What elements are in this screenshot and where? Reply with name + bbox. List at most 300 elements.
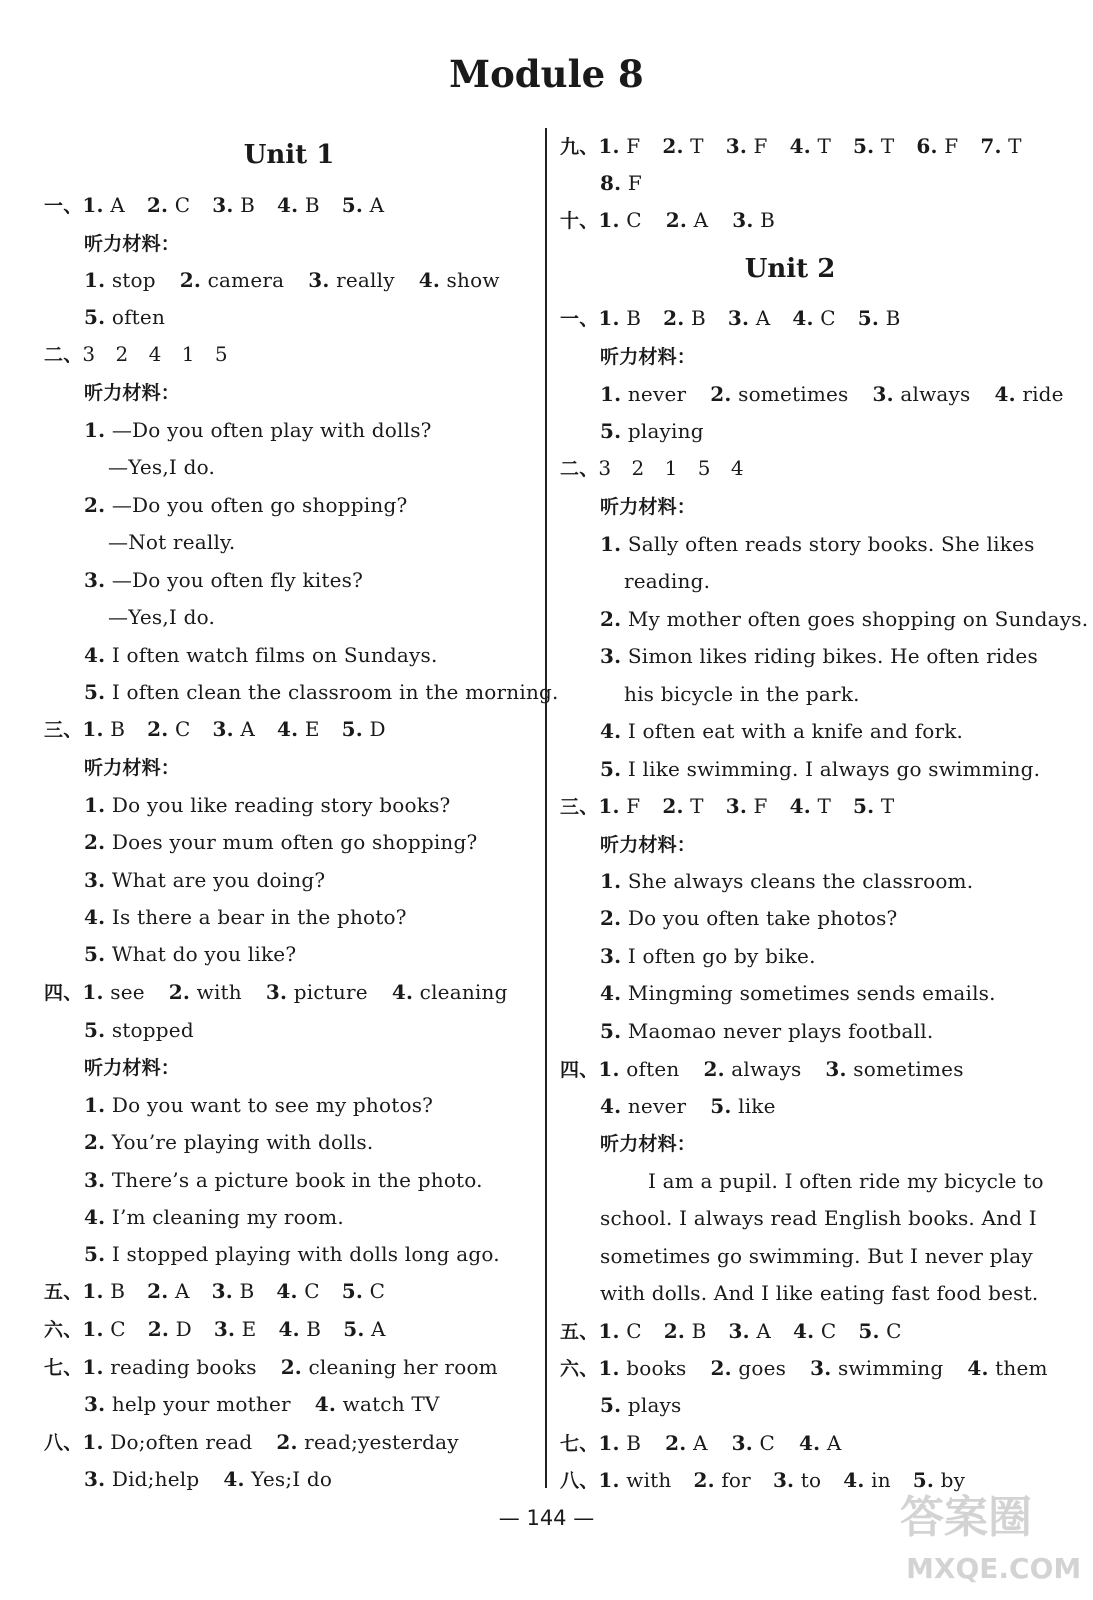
item-number: 5. bbox=[853, 134, 875, 158]
answer-item bbox=[308, 268, 394, 292]
item-number: 3. bbox=[725, 134, 747, 158]
answer-item bbox=[84, 830, 477, 854]
answer-item bbox=[147, 193, 190, 217]
item-answer: Do;often read bbox=[103, 1430, 253, 1454]
item-answer: I’m cleaning my room. bbox=[105, 1205, 344, 1229]
answer-line bbox=[600, 1393, 682, 1417]
item-answer: T bbox=[810, 794, 832, 818]
answer-item bbox=[84, 1130, 373, 1154]
item-number: 2. bbox=[600, 607, 622, 631]
answer-line bbox=[84, 418, 432, 442]
answer-line bbox=[84, 1018, 194, 1042]
answer-item bbox=[600, 869, 973, 893]
item-answer: She always cleans the classroom. bbox=[621, 869, 974, 893]
answer-item bbox=[223, 1467, 332, 1491]
answer-item bbox=[84, 680, 559, 704]
line-text: his bicycle in the park. bbox=[624, 682, 860, 706]
item-number: 1. bbox=[600, 869, 622, 893]
page-title: Module 8 bbox=[449, 52, 644, 96]
answer-line bbox=[600, 944, 816, 968]
item-answer: A bbox=[363, 193, 385, 217]
answer-item bbox=[703, 1057, 801, 1081]
item-number: 1. bbox=[598, 1468, 620, 1492]
answer-line bbox=[84, 793, 450, 817]
answer-item bbox=[82, 1317, 125, 1341]
answer-line bbox=[600, 171, 642, 195]
item-number: 5. bbox=[341, 1279, 364, 1303]
listening-heading: 听力材料： bbox=[84, 233, 181, 255]
item-answer: C bbox=[752, 1431, 775, 1455]
item-number: 2. bbox=[662, 794, 684, 818]
watermark-logo bbox=[892, 1470, 1082, 1590]
section-number: 四、 bbox=[44, 982, 83, 1004]
item-number: 4. bbox=[967, 1356, 989, 1380]
item-number: 5. bbox=[600, 419, 622, 443]
answer-line bbox=[84, 942, 296, 966]
answer-line bbox=[600, 906, 897, 930]
item-number: 4. bbox=[600, 1094, 622, 1118]
item-answer: often bbox=[619, 1057, 680, 1081]
item-answer: A bbox=[749, 306, 771, 330]
item-answer: I often watch films on Sundays. bbox=[105, 643, 438, 667]
item-answer: Do you often take photos? bbox=[621, 906, 898, 930]
answer-line bbox=[560, 1356, 1048, 1381]
answer-item bbox=[84, 568, 363, 592]
item-answer: What do you like? bbox=[105, 942, 297, 966]
section-number: 六、 bbox=[44, 1319, 83, 1341]
item-answer: with bbox=[190, 980, 242, 1004]
item-answer: A bbox=[233, 717, 255, 741]
item-answer: C bbox=[103, 1317, 126, 1341]
item-answer: A bbox=[820, 1431, 842, 1455]
answer-item bbox=[600, 981, 996, 1005]
item-number: 4. bbox=[84, 1205, 106, 1229]
answer-line bbox=[108, 605, 215, 629]
item-answer: B bbox=[685, 1319, 707, 1343]
answer-line bbox=[560, 134, 1022, 159]
answer-item bbox=[82, 1355, 256, 1379]
answer-item bbox=[790, 134, 831, 158]
answer-line bbox=[600, 494, 696, 519]
item-answer: reading books bbox=[103, 1355, 257, 1379]
item-answer: C bbox=[619, 208, 642, 232]
answer-line bbox=[560, 794, 894, 819]
item-number: 3. bbox=[732, 208, 754, 232]
answer-line bbox=[44, 193, 384, 218]
item-number: 3. bbox=[728, 1319, 750, 1343]
answer-item bbox=[729, 1319, 771, 1343]
answer-item bbox=[773, 1468, 821, 1492]
answer-item bbox=[600, 171, 642, 195]
answer-line bbox=[600, 719, 963, 743]
answer-item bbox=[600, 532, 1035, 556]
item-answer: T bbox=[1001, 134, 1022, 158]
item-answer: —Do you often fly kites? bbox=[105, 568, 364, 592]
item-number: 3. bbox=[212, 717, 234, 741]
answer-item bbox=[732, 1431, 775, 1455]
answer-item bbox=[392, 980, 508, 1004]
item-answer: F bbox=[619, 794, 641, 818]
item-number: 3. bbox=[84, 1392, 106, 1416]
unit-2-title: Unit 2 bbox=[744, 254, 836, 284]
answer-line bbox=[600, 981, 996, 1005]
answer-item bbox=[600, 1393, 682, 1417]
item-answer: I often go by bike. bbox=[621, 944, 816, 968]
answer-item bbox=[663, 306, 706, 330]
item-answer: cleaning her room bbox=[301, 1355, 498, 1379]
answer-line bbox=[600, 607, 1088, 631]
answer-item bbox=[693, 1468, 750, 1492]
item-number: 3. bbox=[265, 980, 288, 1004]
item-answer: B bbox=[103, 1279, 126, 1303]
item-number: 1. bbox=[82, 717, 104, 741]
answer-line bbox=[560, 208, 775, 233]
answer-line bbox=[600, 1019, 933, 1043]
item-answer: plays bbox=[621, 1393, 682, 1417]
item-number: 5. bbox=[343, 1317, 365, 1341]
item-answer: T bbox=[874, 134, 895, 158]
item-number: 5. bbox=[341, 193, 364, 217]
answer-item bbox=[84, 1168, 483, 1192]
item-answer: by bbox=[934, 1468, 966, 1492]
answer-line bbox=[84, 268, 500, 292]
answer-item bbox=[666, 208, 708, 232]
item-answer: Do you want to see my photos? bbox=[105, 1093, 434, 1117]
answer-item bbox=[664, 1319, 707, 1343]
item-answer: F bbox=[619, 134, 641, 158]
item-answer: There’s a picture book in the photo. bbox=[105, 1168, 483, 1192]
item-number: 1. bbox=[82, 1355, 104, 1379]
item-number: 1. bbox=[598, 1057, 620, 1081]
item-answer: sometimes bbox=[846, 1057, 964, 1081]
answer-line bbox=[44, 342, 228, 367]
answer-line bbox=[44, 980, 508, 1005]
item-number: 2. bbox=[147, 717, 169, 741]
section-number: 五、 bbox=[44, 1281, 83, 1303]
item-number: 2. bbox=[276, 1430, 298, 1454]
listening-heading: 听力材料： bbox=[84, 757, 181, 779]
item-answer: like bbox=[731, 1094, 776, 1118]
item-number: 5. bbox=[84, 942, 106, 966]
item-number: 3. bbox=[84, 568, 106, 592]
answer-item bbox=[662, 794, 703, 818]
item-answer: Yes;I do bbox=[244, 1467, 333, 1491]
item-answer: in bbox=[864, 1468, 891, 1492]
item-answer: show bbox=[439, 268, 500, 292]
answer-item bbox=[342, 1279, 385, 1303]
item-number: 3. bbox=[727, 306, 750, 330]
section-number: 二、 bbox=[560, 458, 599, 480]
item-answer: Do you like reading story books? bbox=[105, 793, 451, 817]
answer-line bbox=[84, 568, 363, 592]
item-answer: E bbox=[298, 717, 320, 741]
item-number: 4. bbox=[278, 1317, 300, 1341]
answer-item bbox=[147, 1279, 189, 1303]
line-text: with dolls. And I like eating fast food best. bbox=[600, 1281, 1039, 1305]
answer-item bbox=[600, 382, 686, 406]
item-number: 4. bbox=[276, 717, 299, 741]
answer-item bbox=[600, 906, 897, 930]
answer-item bbox=[148, 1317, 192, 1341]
item-answer: My mother often goes shopping on Sundays. bbox=[621, 607, 1089, 631]
answer-item bbox=[277, 193, 320, 217]
answer-item bbox=[84, 418, 432, 442]
item-number: 3. bbox=[600, 944, 622, 968]
item-number: 5. bbox=[341, 717, 363, 741]
answer-line bbox=[600, 532, 1035, 556]
answer-item bbox=[792, 306, 835, 330]
section-number: 八、 bbox=[44, 1432, 83, 1454]
item-number: 1. bbox=[598, 208, 620, 232]
answer-line bbox=[624, 682, 860, 706]
answer-item bbox=[212, 1279, 255, 1303]
item-number: 3. bbox=[872, 382, 894, 406]
answer-item bbox=[810, 1356, 943, 1380]
item-number: 3. bbox=[211, 1279, 233, 1303]
item-number: 7. bbox=[980, 134, 1002, 158]
item-answer: B bbox=[879, 306, 901, 330]
answer-item bbox=[147, 717, 190, 741]
item-answer: I stopped playing with dolls long ago. bbox=[105, 1242, 500, 1266]
listening-heading: 听力材料： bbox=[600, 346, 697, 368]
answer-item bbox=[84, 268, 156, 292]
section-number: 八、 bbox=[560, 1470, 599, 1492]
item-number: 4. bbox=[994, 382, 1016, 406]
item-number: 5. bbox=[84, 680, 106, 704]
item-number: 1. bbox=[598, 306, 620, 330]
answer-line bbox=[84, 1392, 440, 1416]
item-number: 3. bbox=[600, 644, 622, 668]
item-answer: C bbox=[814, 1319, 837, 1343]
item-answer: T bbox=[683, 134, 704, 158]
listening-heading: 听力材料： bbox=[84, 1057, 181, 1079]
answer-line bbox=[600, 1206, 1037, 1230]
item-answer: Does your mum often go shopping? bbox=[105, 830, 478, 854]
answer-line bbox=[44, 1355, 498, 1380]
item-number: 1. bbox=[598, 1356, 620, 1380]
answer-item bbox=[266, 980, 368, 1004]
item-answer: —Do you often play with dolls? bbox=[105, 418, 432, 442]
item-answer: B bbox=[232, 1279, 255, 1303]
item-answer: often bbox=[105, 305, 166, 329]
answer-item bbox=[598, 1057, 679, 1081]
item-answer: I often clean the classroom in the morning. bbox=[105, 680, 559, 704]
answer-line bbox=[84, 868, 325, 892]
answer-line bbox=[84, 380, 180, 405]
item-answer: books bbox=[619, 1356, 687, 1380]
section-number: 三、 bbox=[44, 719, 83, 741]
item-number: 4. bbox=[276, 193, 299, 217]
answer-line bbox=[560, 456, 744, 481]
item-number: 5. bbox=[858, 1319, 880, 1343]
item-answer: —Do you often go shopping? bbox=[105, 493, 408, 517]
item-answer: C bbox=[813, 306, 836, 330]
answer-line bbox=[600, 832, 696, 857]
answer-line bbox=[600, 757, 1040, 781]
item-number: 1. bbox=[598, 1319, 620, 1343]
item-answer: E bbox=[235, 1317, 257, 1341]
answer-item bbox=[84, 868, 325, 892]
item-number: 4. bbox=[314, 1392, 337, 1416]
answer-item bbox=[853, 794, 894, 818]
unit-1-title: Unit 1 bbox=[243, 140, 335, 170]
answer-line bbox=[84, 1055, 180, 1080]
listening-heading: 听力材料： bbox=[84, 382, 181, 404]
answer-item bbox=[793, 1319, 836, 1343]
item-answer: A bbox=[168, 1279, 190, 1303]
item-answer: You’re playing with dolls. bbox=[105, 1130, 374, 1154]
answer-line bbox=[600, 1244, 1033, 1268]
item-number: 2. bbox=[179, 268, 202, 292]
item-answer: B bbox=[298, 193, 320, 217]
answer-item bbox=[600, 607, 1088, 631]
section-number: 四、 bbox=[560, 1059, 599, 1081]
answer-item bbox=[994, 382, 1063, 406]
answer-item bbox=[277, 717, 320, 741]
answer-line bbox=[600, 344, 696, 369]
item-number: 4. bbox=[792, 306, 814, 330]
answer-line bbox=[600, 1094, 776, 1118]
item-number: 5. bbox=[600, 1393, 622, 1417]
item-number: 1. bbox=[82, 980, 104, 1004]
answer-item bbox=[598, 1319, 641, 1343]
item-number: 4. bbox=[600, 981, 622, 1005]
listening-heading: 听力材料： bbox=[600, 834, 697, 856]
section-number: 六、 bbox=[560, 1358, 599, 1380]
page-number: — 144 — bbox=[498, 1506, 595, 1530]
answer-line bbox=[44, 1430, 459, 1455]
item-answer: playing bbox=[621, 419, 704, 443]
answer-item bbox=[600, 1094, 686, 1118]
item-number: 5. bbox=[853, 794, 875, 818]
item-number: 4. bbox=[84, 643, 106, 667]
item-number: 3. bbox=[810, 1356, 832, 1380]
item-number: 2. bbox=[662, 134, 684, 158]
item-number: 2. bbox=[663, 1319, 686, 1343]
item-number: 4. bbox=[792, 1319, 815, 1343]
answer-item bbox=[916, 134, 958, 158]
item-number: 8. bbox=[600, 171, 622, 195]
answer-line bbox=[84, 1242, 500, 1266]
item-number: 2. bbox=[84, 830, 106, 854]
item-answer: swimming bbox=[831, 1356, 944, 1380]
item-number: 3. bbox=[725, 794, 747, 818]
answer-line bbox=[560, 306, 900, 331]
section-number: 二、 bbox=[44, 344, 83, 366]
item-answer: B bbox=[299, 1317, 322, 1341]
item-number: 2. bbox=[665, 208, 688, 232]
item-number: 1. bbox=[84, 268, 106, 292]
answer-item bbox=[858, 306, 901, 330]
item-answer: C bbox=[879, 1319, 902, 1343]
item-answer: B bbox=[233, 193, 255, 217]
item-answer: Maomao never plays football. bbox=[621, 1019, 934, 1043]
answer-item bbox=[84, 1467, 199, 1491]
item-number: 2. bbox=[84, 1130, 106, 1154]
answer-line bbox=[84, 643, 438, 667]
item-answer: cleaning bbox=[413, 980, 508, 1004]
item-number: 3. bbox=[84, 868, 106, 892]
answer-line bbox=[84, 1205, 344, 1229]
answer-item bbox=[732, 208, 775, 232]
item-answer: always bbox=[893, 382, 971, 406]
answer-item bbox=[82, 1279, 125, 1303]
answer-item bbox=[169, 980, 242, 1004]
answer-line bbox=[84, 305, 165, 329]
item-answer: B bbox=[103, 717, 126, 741]
item-answer: A bbox=[103, 193, 125, 217]
section-number: 十、 bbox=[560, 210, 599, 232]
answer-item bbox=[873, 382, 971, 406]
answer-line bbox=[84, 680, 559, 704]
item-number: 3. bbox=[212, 193, 234, 217]
column-divider bbox=[545, 128, 547, 1488]
answer-line bbox=[84, 1168, 483, 1192]
answer-item bbox=[799, 1431, 841, 1455]
answer-line bbox=[600, 382, 1064, 406]
item-answer: C bbox=[168, 193, 191, 217]
section-number: 五、 bbox=[560, 1321, 599, 1343]
item-number: 2. bbox=[600, 906, 622, 930]
answer-item bbox=[180, 268, 284, 292]
item-number: 4. bbox=[843, 1468, 865, 1492]
answer-item bbox=[84, 905, 407, 929]
answer-line bbox=[600, 1131, 696, 1156]
item-answer: help your mother bbox=[105, 1392, 291, 1416]
item-number: 2. bbox=[710, 382, 732, 406]
answer-item bbox=[600, 757, 1040, 781]
item-number: 2. bbox=[280, 1355, 302, 1379]
answer-item bbox=[726, 794, 768, 818]
answer-item bbox=[600, 1019, 933, 1043]
item-number: 2. bbox=[703, 1057, 725, 1081]
item-number: 5. bbox=[600, 1019, 622, 1043]
item-number: 4. bbox=[789, 134, 811, 158]
item-number: 3. bbox=[308, 268, 330, 292]
item-number: 4. bbox=[418, 268, 440, 292]
answer-line bbox=[560, 1057, 964, 1082]
answer-line bbox=[84, 1467, 332, 1491]
item-number: 4. bbox=[600, 719, 622, 743]
item-answer: stopped bbox=[105, 1018, 194, 1042]
item-number: 2. bbox=[710, 1356, 732, 1380]
answer-item bbox=[980, 134, 1021, 158]
answer-line bbox=[648, 1169, 1044, 1193]
answer-item bbox=[662, 134, 703, 158]
item-number: 4. bbox=[223, 1467, 245, 1491]
answer-line bbox=[84, 755, 180, 780]
line-text: —Yes,I do. bbox=[108, 605, 216, 629]
answer-line bbox=[44, 1317, 386, 1342]
item-answer: Mingming sometimes sends emails. bbox=[621, 981, 996, 1005]
item-answer: What are you doing? bbox=[105, 868, 326, 892]
item-answer: F bbox=[937, 134, 959, 158]
item-answer: B bbox=[684, 306, 706, 330]
item-answer: Is there a bear in the photo? bbox=[105, 905, 407, 929]
answer-item bbox=[213, 717, 255, 741]
item-answer: really bbox=[329, 268, 395, 292]
answer-line bbox=[84, 1130, 373, 1154]
item-number: 1. bbox=[598, 134, 620, 158]
item-answer: watch TV bbox=[336, 1392, 440, 1416]
item-number: 4. bbox=[789, 794, 811, 818]
item-answer: F bbox=[747, 794, 768, 818]
item-answer: A bbox=[687, 208, 709, 232]
answer-item bbox=[665, 1431, 707, 1455]
section-number: 七、 bbox=[44, 1357, 83, 1379]
item-number: 5. bbox=[857, 306, 880, 330]
answer-item bbox=[212, 193, 255, 217]
